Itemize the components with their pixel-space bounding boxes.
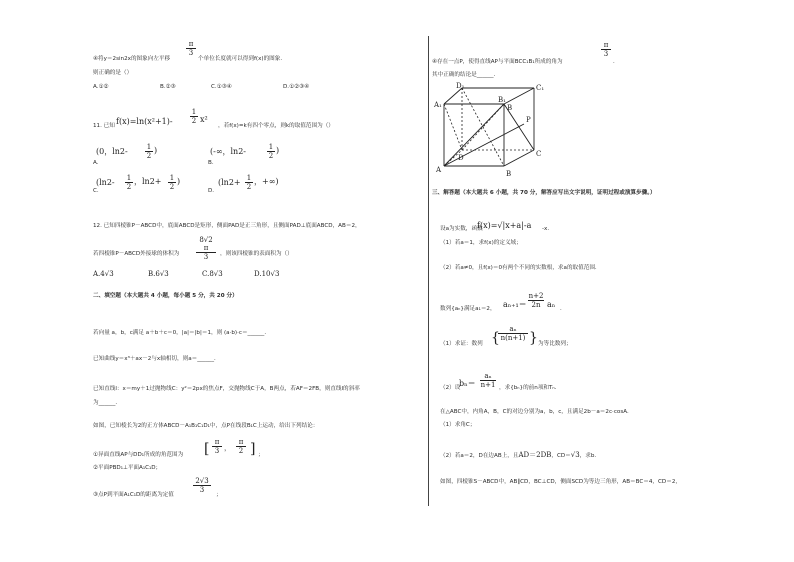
q17-part1: （1）若a＝1，求f(x)的定义域； [440,240,522,246]
q19-part2-pre: （2）若a＝2，D在边AB上，且 [440,453,519,459]
frac-num: π [603,41,609,49]
q11-option-b-expr: (-∞，ln2- [210,147,246,156]
frac-num: 1 [126,174,132,182]
q16-range-post: ； [258,452,264,458]
q19-part2 [440,452,600,460]
q16-range-frac2 [236,438,246,455]
r-correct: 其中正确的结论是______． [432,72,500,78]
q19-vector: AD＝2DB [518,451,552,459]
q11-option-b-letter: B. [208,160,214,166]
label-c: C [536,150,542,158]
r-item4-frac [601,41,611,58]
q13: 若向量 a，b，c满足 a＋b＋c＝0，|a|＝|b|＝1，则 (a·b)·c＝______． [93,330,270,336]
q16-item1: ①异面直线AP与DD₁所成的角范围为 [93,452,184,458]
frac-num: 1 [146,143,152,151]
q17-func: f(x)=√|x+a|-a [477,221,532,230]
correct-question: 则正确的是（） [93,70,133,76]
frac-den: 3 [601,49,611,58]
q12-line1: 12. 已知四棱锥P－ABCD中，底面ABCD是矩形，侧面PAD是正三角形，且侧面PAD⊥底面ABCD，AB＝2， [93,223,361,229]
frac-den: 2 [191,117,197,125]
q18-end: ． [560,306,566,312]
q16-range-sep: ， [224,444,231,452]
q10-option-b: B.②③ [160,84,176,90]
q12-line2 [93,251,179,258]
q11-option-c-letter: C. [93,188,99,194]
q18-part2-pre: （2）设 [440,385,461,391]
label-a1: A₁ [434,101,442,109]
label-b-top: B [507,104,513,112]
frac-den: 2n [528,300,544,309]
q11-option-d-letter: D. [208,188,215,194]
section-3-heading: 三、解答题（本大题共 6 小题，共 70 分，解答应写出文字说明，证明过程或演算步骤。） [432,190,656,196]
q11-number: 11. 已知 [93,123,115,129]
q11-option-c-mid: ，ln2+ [134,177,162,186]
q11-function: f(x)=ln(x²+1)- [116,117,173,126]
frac-den: 2 [246,183,252,191]
column-divider [428,36,429,506]
frac-den: 3 [193,485,211,494]
q11-half [190,108,198,125]
q19: 在△ABC中，内角A，B，C的对边分别为a，b，c，且满足2b－a＝2c·cosA． [440,409,633,415]
q16-range-frac1 [212,438,222,455]
q10-option-a: A.①② [93,84,109,90]
q18-part2-post: ，求{bₙ}的前n项和Tₙ． [499,385,561,391]
line-a-p [444,124,524,166]
r-item4-pre: ④存在一点P，使得直线AP与平面BCC₁B₁所成的角为 [432,59,563,65]
q19-part2-post: ，求b． [579,453,601,459]
q18-part1-post: 为等比数列； [538,341,572,347]
q15-line1: 已知直线l：x＝my＋1过抛物线C：y²＝2px的焦点F，交抛物线C于A，B两点，若AF＝2FB，则直线l的斜率 [93,386,360,392]
q17-post: -x． [542,226,553,232]
frac-den: 3 [186,48,196,57]
label-c1: C₁ [536,84,545,92]
frac-den: 2 [268,152,274,160]
frac-num: 1 [246,174,252,182]
frac-num: 1 [268,143,274,151]
q18-rhs: aₙ [547,300,556,309]
q19-cd-value: √3 [570,451,580,459]
line-a1-d [444,104,462,150]
frac-num: 8√2 π [199,236,213,252]
section-2-heading: 二、填空题（本大题共 4 小题，每小题 5 分，共 20 分） [93,293,238,299]
q11-option-b-close: ) [276,146,280,155]
q18-part1-brace-close: } [529,330,538,346]
frac-den: 3 [212,446,222,455]
frac-den: 3 [196,252,216,261]
edge-b1-c1 [504,88,534,104]
label-b: B [506,170,512,178]
q18-part1-frac [498,325,528,342]
q18-pre: 数列{aₙ}满足a₁＝2， [440,306,496,312]
label-b1: B₁ [498,96,506,104]
q12-line2-pre: 若四棱锥P－ABCD外接球的体积为 [93,251,180,257]
frac-num: π [214,438,220,446]
q11-x2: x² [200,115,208,124]
q11-option-d-close: ，+∞) [254,177,279,186]
frac-den: 2 [169,183,175,191]
cube-figure [432,82,552,182]
q17-part2: （2）若a≠0，且f(x)＝0有两个不同的实数根，求a的取值范围． [440,265,601,271]
q18-part1-pre: （1）求证：数列 [440,341,483,347]
label-a: A [436,166,442,174]
q11-option-a-expr [96,147,128,156]
q19-part2-mid: ，CD＝ [551,453,571,459]
q12-option-d: D.10√3 [254,270,280,278]
q14: 已知曲线y＝x³＋ax－2与x轴相切，则a＝______． [93,356,220,362]
q16-item2: ②平面PBD₁⊥平面A₁C₁D； [93,465,162,471]
q16-intro: 如图，已知棱长为2的正方体ABCD－A₁B₁C₁D₁中，点P在线段B₁C上运动，给出下列结论： [93,423,319,429]
frac-num: aₙ [484,372,492,380]
label-p: P [526,116,531,124]
item4-text [93,56,170,63]
frac-num: n+2 [528,292,544,300]
frac-den: 2 [126,183,132,191]
frac-den: n(n+1) [498,333,528,342]
q11-option-b-frac [267,143,275,160]
frac-den: 2 [146,152,152,160]
q16-range-open: [ [204,441,210,457]
frac-den: n+1 [480,381,496,389]
q18-part2-lhs: bₙ＝ [459,379,476,388]
q18-lhs: aₙ₊₁＝ [503,300,527,309]
label-d: D [458,154,464,162]
q16-item3: ③点P到平面A₁C₁D的距离为定值 [93,492,174,498]
q16-dist-frac [193,477,211,494]
q11-option-c-frac1 [125,174,133,191]
q11-option-a-letter: A. [93,160,99,166]
edge-a1-d1 [444,88,462,104]
label-d1: D₁ [456,82,465,90]
q11-post: ，若f(x)=k有四个零点，则k的取值范围为（） [218,123,334,129]
q11-option-c-close: ) [177,177,181,186]
q11-option-a-frac [145,143,153,160]
q20: 如图，四棱锥S－ABCD中，AB∥CD，BC⊥CD，侧面SCD为等边三角形，AB＝BC＝4，CD＝2， [440,479,681,485]
frac-num: aₙ [509,325,517,333]
item4-pre: ④将y＝2sin2x的图象向左平移 [93,56,171,62]
q18-part2-frac [480,372,496,389]
q18-frac [528,292,544,309]
r-item4-post: ． [613,59,619,65]
q12-option-b: B.6√3 [148,270,169,278]
q11-option-c-expr: (ln2- [96,178,115,187]
q15-line2: 为______． [93,400,121,406]
frac-den: 2 [236,446,246,455]
frac-num: π [188,40,194,48]
q16-range-close: ] [250,441,256,457]
q11-option-a-close: ) [154,146,158,155]
q12-option-a: A.4√3 [93,270,114,278]
expr: (0，ln2- [96,147,128,156]
q16-dist-post: ； [216,492,222,498]
q19-part1: （1）求角C； [440,422,476,428]
item4-post: 个单位长度就可以得到f(x)的图象． [198,56,286,62]
q12-line2-post: ，则该四棱锥的表面积为（） [220,251,293,257]
q10-option-d: D.①②③④ [283,84,310,90]
edge-b-c [504,150,534,166]
q11-option-d-frac [245,174,253,191]
frac-num: 1 [191,108,197,116]
q18-part1-brace-open: { [491,330,500,346]
q11-option-c-frac2 [168,174,176,191]
q10-option-c: C.①③④ [211,84,232,90]
frac-num: π [238,438,244,446]
frac-num: 2√3 [195,477,209,485]
q12-option-c: C.8√3 [202,270,223,278]
q11-option-d-expr: (ln2+ [218,178,241,187]
item4-fraction [186,40,196,57]
q17-pre: 设a为实数，函数 [440,226,483,232]
q12-volume-frac [196,236,216,261]
frac-num: 1 [169,174,175,182]
